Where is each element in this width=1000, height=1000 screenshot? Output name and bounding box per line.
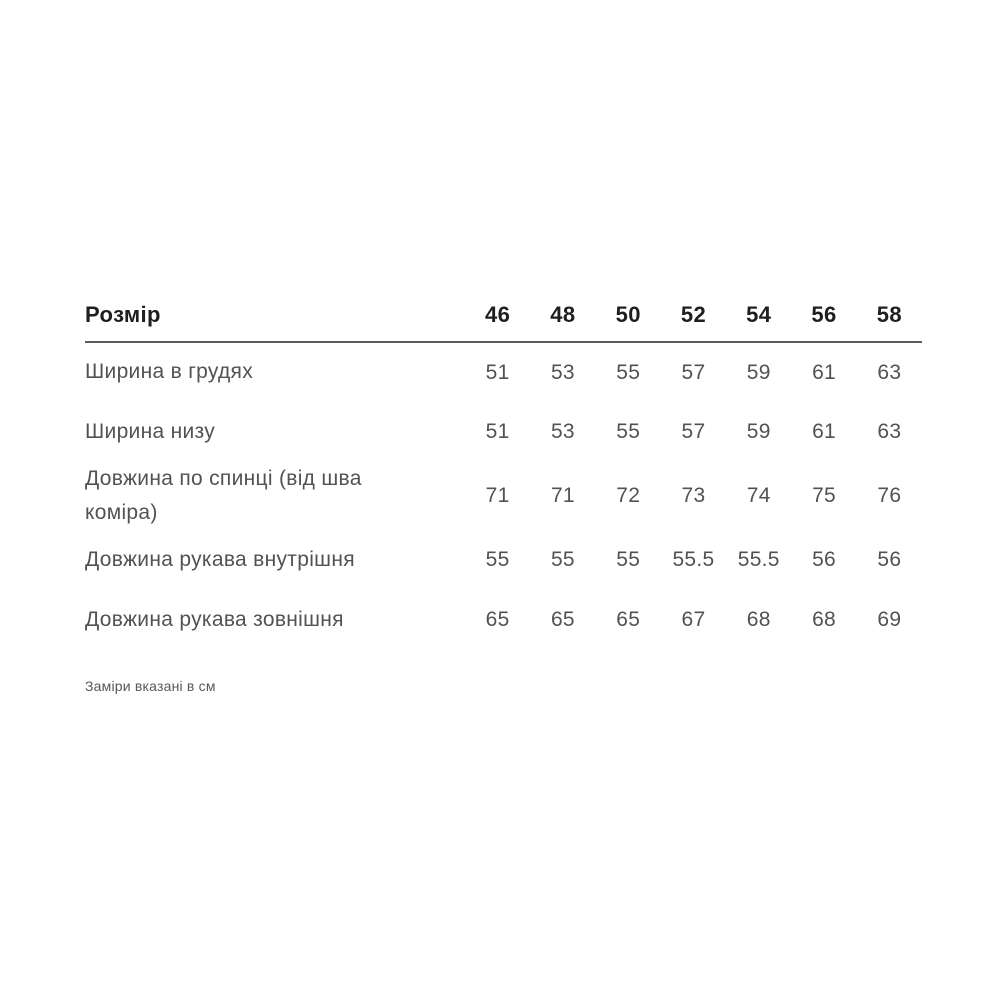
row-value: 57 [681, 360, 706, 384]
header-size-50: 50 [596, 302, 661, 342]
header-size-54: 54 [726, 302, 791, 342]
row-value: 51 [485, 420, 510, 443]
row-value: 53 [550, 420, 575, 443]
header-size-46: 46 [465, 302, 530, 342]
row-value: 73 [681, 484, 706, 508]
row-label: Ширина в грудях [85, 360, 254, 384]
row-value: 55.5 [672, 548, 715, 572]
row-value: 51 [485, 360, 510, 384]
row-label: Довжина рукава зовнішня [85, 608, 344, 632]
row-value: 61 [812, 420, 837, 443]
row-value: 72 [616, 484, 641, 508]
row-label: Довжина по спинці (від шва коміра) [85, 467, 362, 525]
header-size-52: 52 [661, 302, 726, 342]
row-value: 75 [812, 484, 837, 508]
row-value: 71 [550, 484, 575, 508]
size-chart [85, 302, 922, 694]
row-value: 63 [877, 420, 902, 443]
table-row [85, 462, 922, 530]
row-value: 71 [485, 484, 510, 508]
row-value: 68 [812, 608, 837, 632]
row-value: 55 [616, 548, 641, 572]
row-value: 55.5 [737, 548, 780, 572]
size-chart-header-row [85, 302, 922, 342]
row-value: 76 [877, 484, 902, 508]
row-label: Довжина рукава внутрішня [85, 548, 355, 572]
table-row [85, 530, 922, 590]
row-value: 63 [877, 360, 902, 384]
header-size-48: 48 [530, 302, 595, 342]
size-chart-table [85, 302, 922, 650]
table-row [85, 402, 922, 462]
row-value: 69 [877, 608, 902, 632]
header-label: Розмір [85, 302, 465, 342]
row-value: 68 [746, 608, 771, 632]
row-value: 59 [746, 360, 771, 384]
table-row [85, 342, 922, 402]
row-value: 65 [550, 608, 575, 632]
row-value: 65 [616, 608, 641, 632]
row-value: 59 [746, 420, 771, 443]
row-value: 55 [550, 548, 575, 572]
row-label: Ширина низу [85, 419, 216, 443]
row-value: 67 [681, 608, 706, 632]
table-row [85, 590, 922, 650]
row-value: 74 [746, 484, 771, 508]
header-size-56: 56 [791, 302, 856, 342]
row-value: 56 [812, 548, 837, 572]
row-value: 55 [616, 420, 641, 443]
row-value: 55 [616, 360, 641, 384]
header-size-58: 58 [857, 302, 922, 342]
row-value: 65 [485, 608, 510, 632]
row-value: 61 [812, 360, 837, 384]
row-value: 55 [485, 548, 510, 572]
row-value: 57 [681, 420, 706, 443]
row-value: 53 [550, 360, 575, 384]
row-value: 56 [877, 548, 902, 572]
footnote: Заміри вказані в см [85, 678, 216, 695]
